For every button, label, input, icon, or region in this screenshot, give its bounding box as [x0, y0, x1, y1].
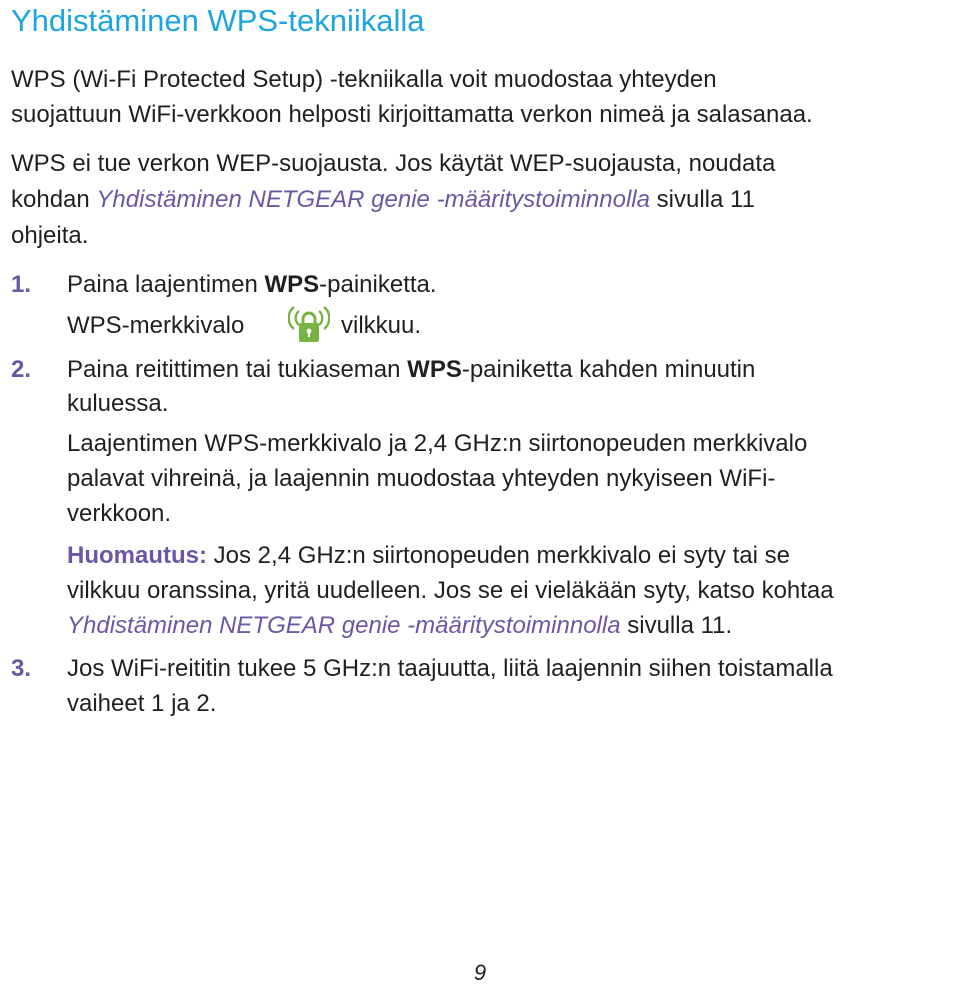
- note-line-1: [67, 538, 790, 574]
- step-2-detail-1: Laajentimen WPS-merkkivalo ja 2,4 GHz:n siirtonopeuden merkkivalo: [67, 430, 808, 457]
- intro-line-1: WPS (Wi-Fi Protected Setup) -tekniikalla voit muodostaa yhteyden: [11, 66, 717, 93]
- step-1-pre: Paina laajentimen: [67, 271, 265, 298]
- note-line-2: vilkkuu oranssina, yritä uudelleen. Jos se ei vieläkään syty, katso kohtaa: [67, 577, 834, 604]
- note-line-3: [67, 608, 732, 644]
- step-2-text: [67, 352, 755, 388]
- step-1-text: [67, 267, 437, 303]
- page-number: 9: [473, 960, 487, 985]
- wep-line-2-pre: kohdan: [11, 186, 97, 213]
- note-genie-link[interactable]: Yhdistäminen NETGEAR genie -määritystoiminnolla: [67, 612, 621, 639]
- page-title: Yhdistäminen WPS-tekniikalla: [11, 3, 425, 38]
- note-text-1: Jos 2,4 GHz:n siirtonopeuden merkkivalo ei syty tai se: [207, 542, 790, 569]
- step-1-sub-pre: WPS-merkkivalo: [67, 312, 245, 339]
- wep-line-3: ohjeita.: [11, 222, 89, 249]
- step-3-line-1: Jos WiFi-reititin tukee 5 GHz:n taajuutta, liitä laajennin siihen toistamalla: [67, 655, 833, 682]
- genie-link[interactable]: Yhdistäminen NETGEAR genie -määritystoiminnolla: [96, 186, 650, 213]
- step-2-detail-2: palavat vihreinä, ja laajennin muodostaa yhteyden nykyiseen WiFi-: [67, 465, 776, 492]
- step-2-number: 2.: [11, 356, 32, 383]
- wep-line-2: [11, 182, 755, 218]
- step-3-number: 3.: [11, 655, 32, 682]
- step-2-detail-3: verkkoon.: [67, 500, 172, 527]
- intro-line-2: suojattuun WiFi-verkkoon helposti kirjoittamatta verkon nimeä ja salasanaa.: [11, 101, 813, 128]
- step-2-post: -painiketta kahden minuutin: [461, 356, 756, 383]
- note-line-3-post: sivulla 11.: [620, 612, 733, 639]
- step-1-number: 1.: [11, 271, 32, 298]
- step-3-line-2: vaiheet 1 ja 2.: [67, 690, 217, 717]
- step-2-bold: WPS: [407, 356, 462, 383]
- wep-line-1: WPS ei tue verkon WEP-suojausta. Jos käytät WEP-suojausta, noudata: [11, 150, 776, 177]
- step-2-line-2: kuluessa.: [67, 390, 169, 417]
- wep-line-2-post: sivulla 11: [649, 186, 755, 213]
- note-label: Huomautus:: [67, 542, 207, 569]
- step-1-sub-post: vilkkuu.: [341, 312, 422, 339]
- step-1-bold: WPS: [264, 271, 320, 298]
- step-2-pre: Paina reitittimen tai tukiaseman: [67, 356, 408, 383]
- step-1-post: -painiketta.: [319, 271, 437, 298]
- wps-led-icon: [288, 305, 330, 345]
